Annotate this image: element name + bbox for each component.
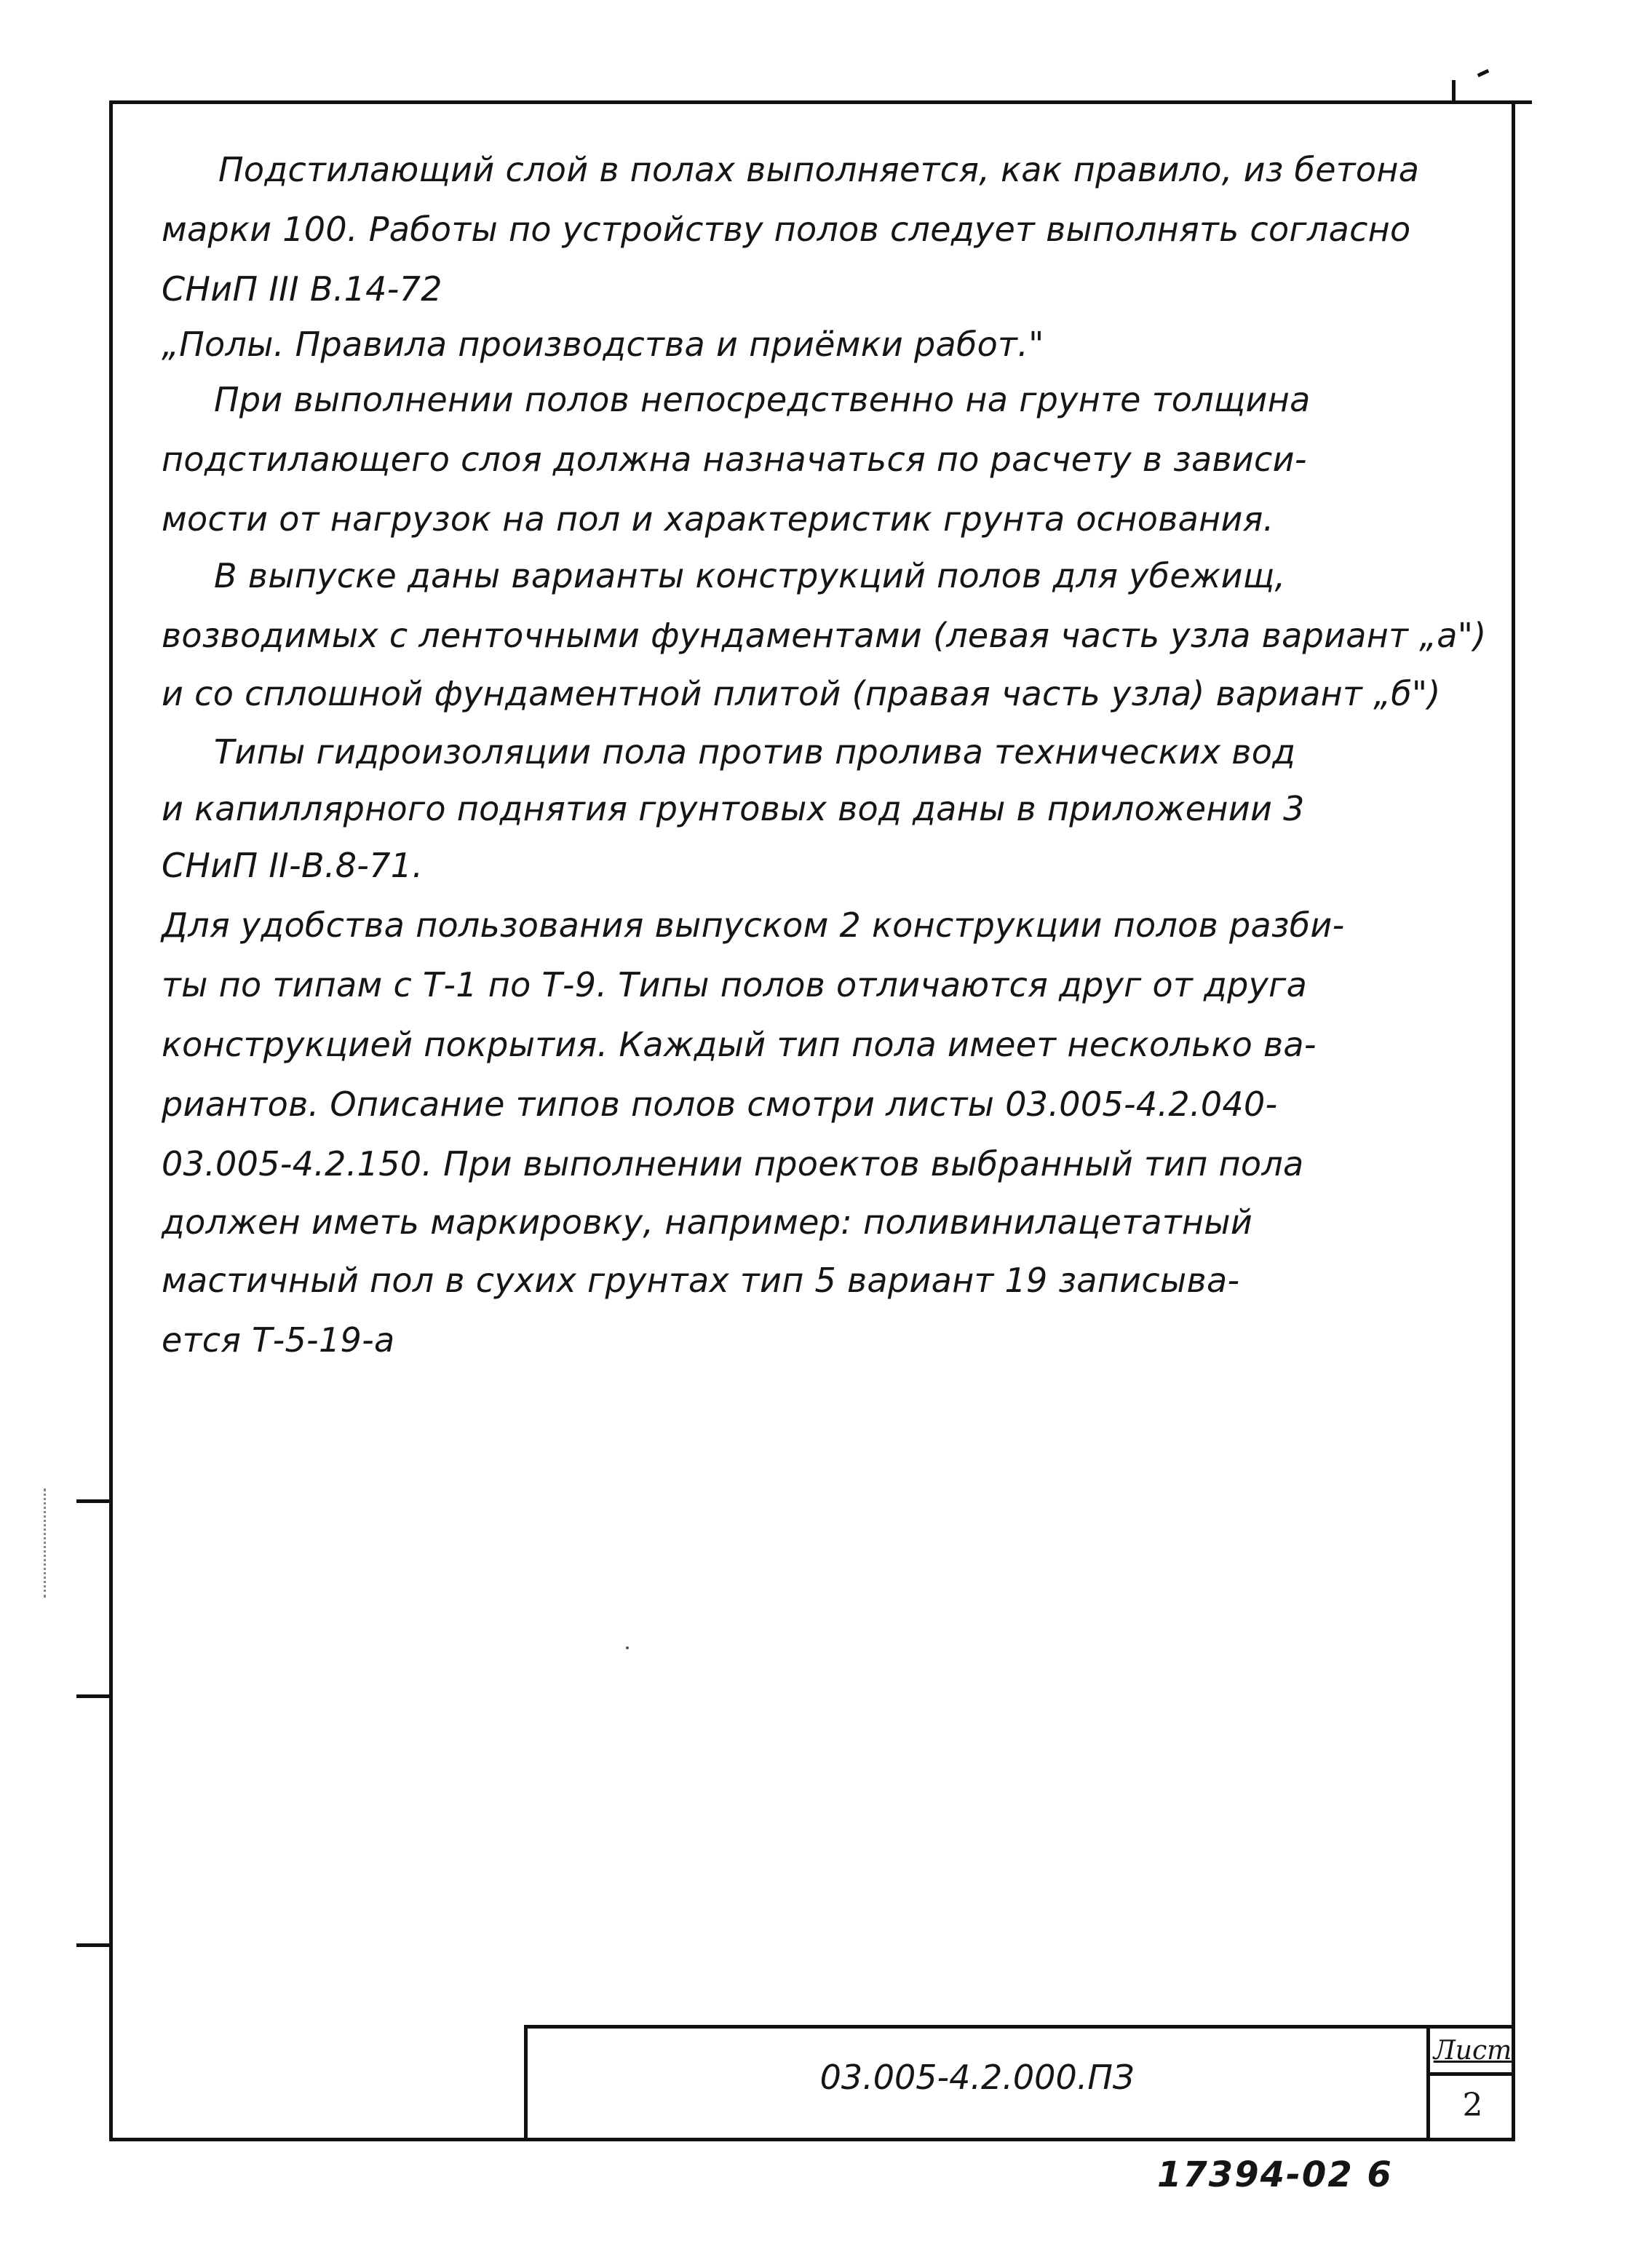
margin-tick bbox=[76, 1943, 109, 1947]
text-line: 03.005-4.2.150. При выполнении проектов выбранный тип пола bbox=[162, 1144, 1304, 1183]
frame-edge-mark bbox=[1514, 100, 1532, 104]
text-line: СНиП III В.14-72 bbox=[162, 269, 442, 309]
text-line: подстилающего слоя должна назначаться по расчету в зависи- bbox=[162, 440, 1307, 479]
sheet-label: Лист bbox=[1433, 2036, 1512, 2066]
document-code: 03.005-4.2.000.ПЗ bbox=[819, 2058, 1135, 2097]
text-line: Для удобства пользования выпуском 2 конструкции полов разби- bbox=[162, 905, 1345, 945]
text-line: Подстилающий слой в полах выполняется, как правило, из бетона bbox=[218, 150, 1420, 189]
text-line: При выполнении полов непосредственно на грунте толщина bbox=[214, 380, 1311, 419]
binding-marks bbox=[44, 1488, 53, 1598]
text-line: „Полы. Правила производства и приёмки работ." bbox=[162, 325, 1044, 364]
text-line: ется Т-5-19-а bbox=[162, 1320, 395, 1360]
title-block bbox=[524, 2025, 1515, 2141]
frame-corner-mark bbox=[1477, 69, 1490, 77]
scan-dot bbox=[626, 1646, 629, 1649]
text-line: конструкцией покрытия. Каждый тип пола имеет несколько ва- bbox=[162, 1025, 1317, 1064]
text-line: должен иметь маркировку, например: поливинилацетатный bbox=[162, 1202, 1253, 1242]
text-line: марки 100. Работы по устройству полов следует выполнять согласно bbox=[162, 210, 1411, 249]
text-line: риантов. Описание типов полов смотри листы 03.005-4.2.040- bbox=[162, 1085, 1278, 1124]
text-line: мастичный пол в сухих грунтах тип 5 вариант 19 записыва- bbox=[162, 1261, 1240, 1300]
text-line: ты по типам с Т-1 по Т-9. Типы полов отличаются друг от друга bbox=[162, 965, 1308, 1004]
text-line: и со сплошной фундаментной плитой (правая часть узла) вариант „б") bbox=[162, 674, 1441, 713]
text-line: СНиП II-В.8-71. bbox=[162, 846, 424, 885]
archive-number: 17394-02 6 bbox=[1157, 2154, 1393, 2195]
text-line: и капиллярного поднятия грунтовых вод даны в приложении 3 bbox=[162, 789, 1305, 828]
sheet-number: 2 bbox=[1462, 2087, 1483, 2124]
sheet-cell-divider bbox=[1430, 2072, 1515, 2076]
text-line: В выпуске даны варианты конструкций полов для убежищ, bbox=[214, 556, 1286, 595]
text-line: мости от нагрузок на пол и характеристик грунта основания. bbox=[162, 499, 1274, 539]
sheet-cell bbox=[1426, 2029, 1515, 2141]
text-line: Типы гидроизоляции пола против пролива технических вод bbox=[214, 732, 1296, 772]
margin-tick bbox=[76, 1499, 109, 1503]
margin-tick bbox=[76, 1694, 109, 1698]
frame-corner-tick bbox=[1452, 80, 1456, 103]
text-line: возводимых с ленточными фундаментами (левая часть узла вариант „а") bbox=[162, 616, 1487, 655]
